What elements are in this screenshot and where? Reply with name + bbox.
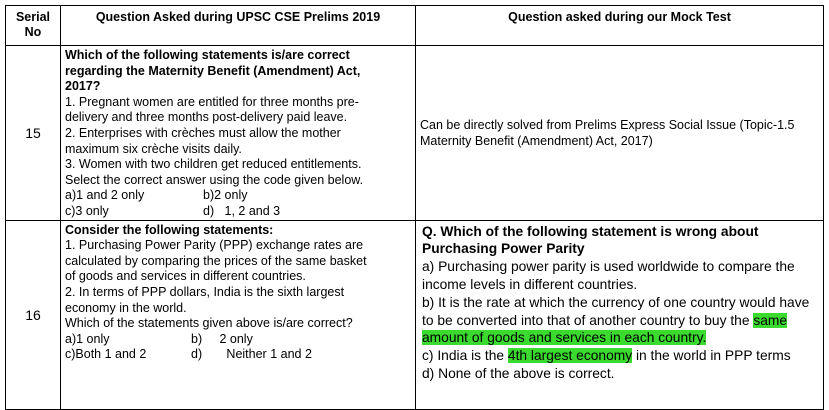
mock-option-b <box>422 294 819 347</box>
mock-text: Can be directly solved from Prelims Express Social Issue (Topic-1.5 Maternity Benefit (Amendment) Act, 2017) <box>420 117 795 148</box>
mock-answer-15 <box>416 46 824 221</box>
prelims-question-16 <box>61 220 416 409</box>
options-line <box>65 332 411 348</box>
mock-option-c-text: in the world in PPP terms <box>632 348 791 364</box>
statement-line: 1. Purchasing Power Parity (PPP) exchange rates are <box>65 238 364 253</box>
serial-number: 16 <box>25 306 41 323</box>
statement-line: delivery and three months post-delivery paid leave. <box>65 110 348 125</box>
option-a: a)1 and 2 only <box>65 188 145 203</box>
statement-line: 2. In terms of PPP dollars, India is the sixth largest <box>65 284 345 299</box>
header-row <box>6 6 824 46</box>
question-title-line: 2017? <box>65 79 101 94</box>
option-a: a)1 only <box>65 331 110 346</box>
options-line <box>65 347 411 363</box>
option-d: d) Neither 1 and 2 <box>191 347 312 362</box>
serial-cell-15 <box>6 46 61 221</box>
statement-line: 2. Enterprises with crèches must allow the mother <box>65 125 341 140</box>
statement-line: economy in the world. <box>65 300 187 315</box>
options-line <box>65 188 411 204</box>
mock-option-c-text: c) India is the <box>422 348 508 364</box>
statement-line: 3. Women with two children get reduced entitlements. <box>65 157 362 172</box>
prelims-question-15 <box>61 46 416 221</box>
header-serial-label: Serial No <box>15 10 51 39</box>
option-c: c)Both 1 and 2 <box>65 347 147 362</box>
comparison-table <box>5 5 824 410</box>
highlighted-text: same amount of goods and services in each country. <box>422 312 788 346</box>
mock-question-heading: Q. Which of the following statement is wrong about Purchasing Power Parity <box>422 223 759 257</box>
serial-cell-16 <box>6 220 61 409</box>
mock-option-b-text: b) It is the rate at which the currency of one country would have to be converted into that of another country to buy the <box>422 294 810 328</box>
header-prelims <box>61 6 416 46</box>
option-b: b) 2 only <box>191 331 253 346</box>
option-c: c)3 only <box>65 203 109 218</box>
question-title-line: regarding the Maternity Benefit (Amendment) Act, <box>65 63 361 78</box>
statement-line: maximum six crèche visits daily. <box>65 141 242 156</box>
instruction-line: Which of the statements given above is/are correct? <box>65 316 353 331</box>
statement-line: calculated by comparing the prices of the same basket <box>65 253 367 268</box>
table-row-16 <box>6 220 824 409</box>
header-prelims-label: Question Asked during UPSC CSE Prelims 2019 <box>95 10 381 24</box>
options-line <box>65 204 411 220</box>
mock-option-a: a) Purchasing power parity is used worldwide to compare the income levels in different countries. <box>422 259 795 292</box>
question-title-line: Consider the following statements: <box>65 222 274 237</box>
mock-question-16 <box>416 220 824 409</box>
table-row-15 <box>6 46 824 221</box>
header-mock <box>416 6 824 46</box>
highlighted-text: 4th largest economy <box>507 348 633 364</box>
instruction-line: Select the correct answer using the code given below. <box>65 172 364 187</box>
header-serial <box>6 6 61 46</box>
statement-line: 1. Pregnant women are entitled for three months pre- <box>65 94 359 109</box>
option-d: d) 1, 2 and 3 <box>203 203 281 218</box>
mock-option-c <box>422 347 819 365</box>
statement-line: of goods and services in different countries. <box>65 269 306 284</box>
mock-option-d: d) None of the above is correct. <box>422 365 615 381</box>
question-title-line: Which of the following statements is/are correct <box>65 48 350 62</box>
serial-number: 15 <box>25 124 41 141</box>
header-mock-label: Question asked during our Mock Test <box>508 10 731 24</box>
option-b: b)2 only <box>203 188 248 203</box>
